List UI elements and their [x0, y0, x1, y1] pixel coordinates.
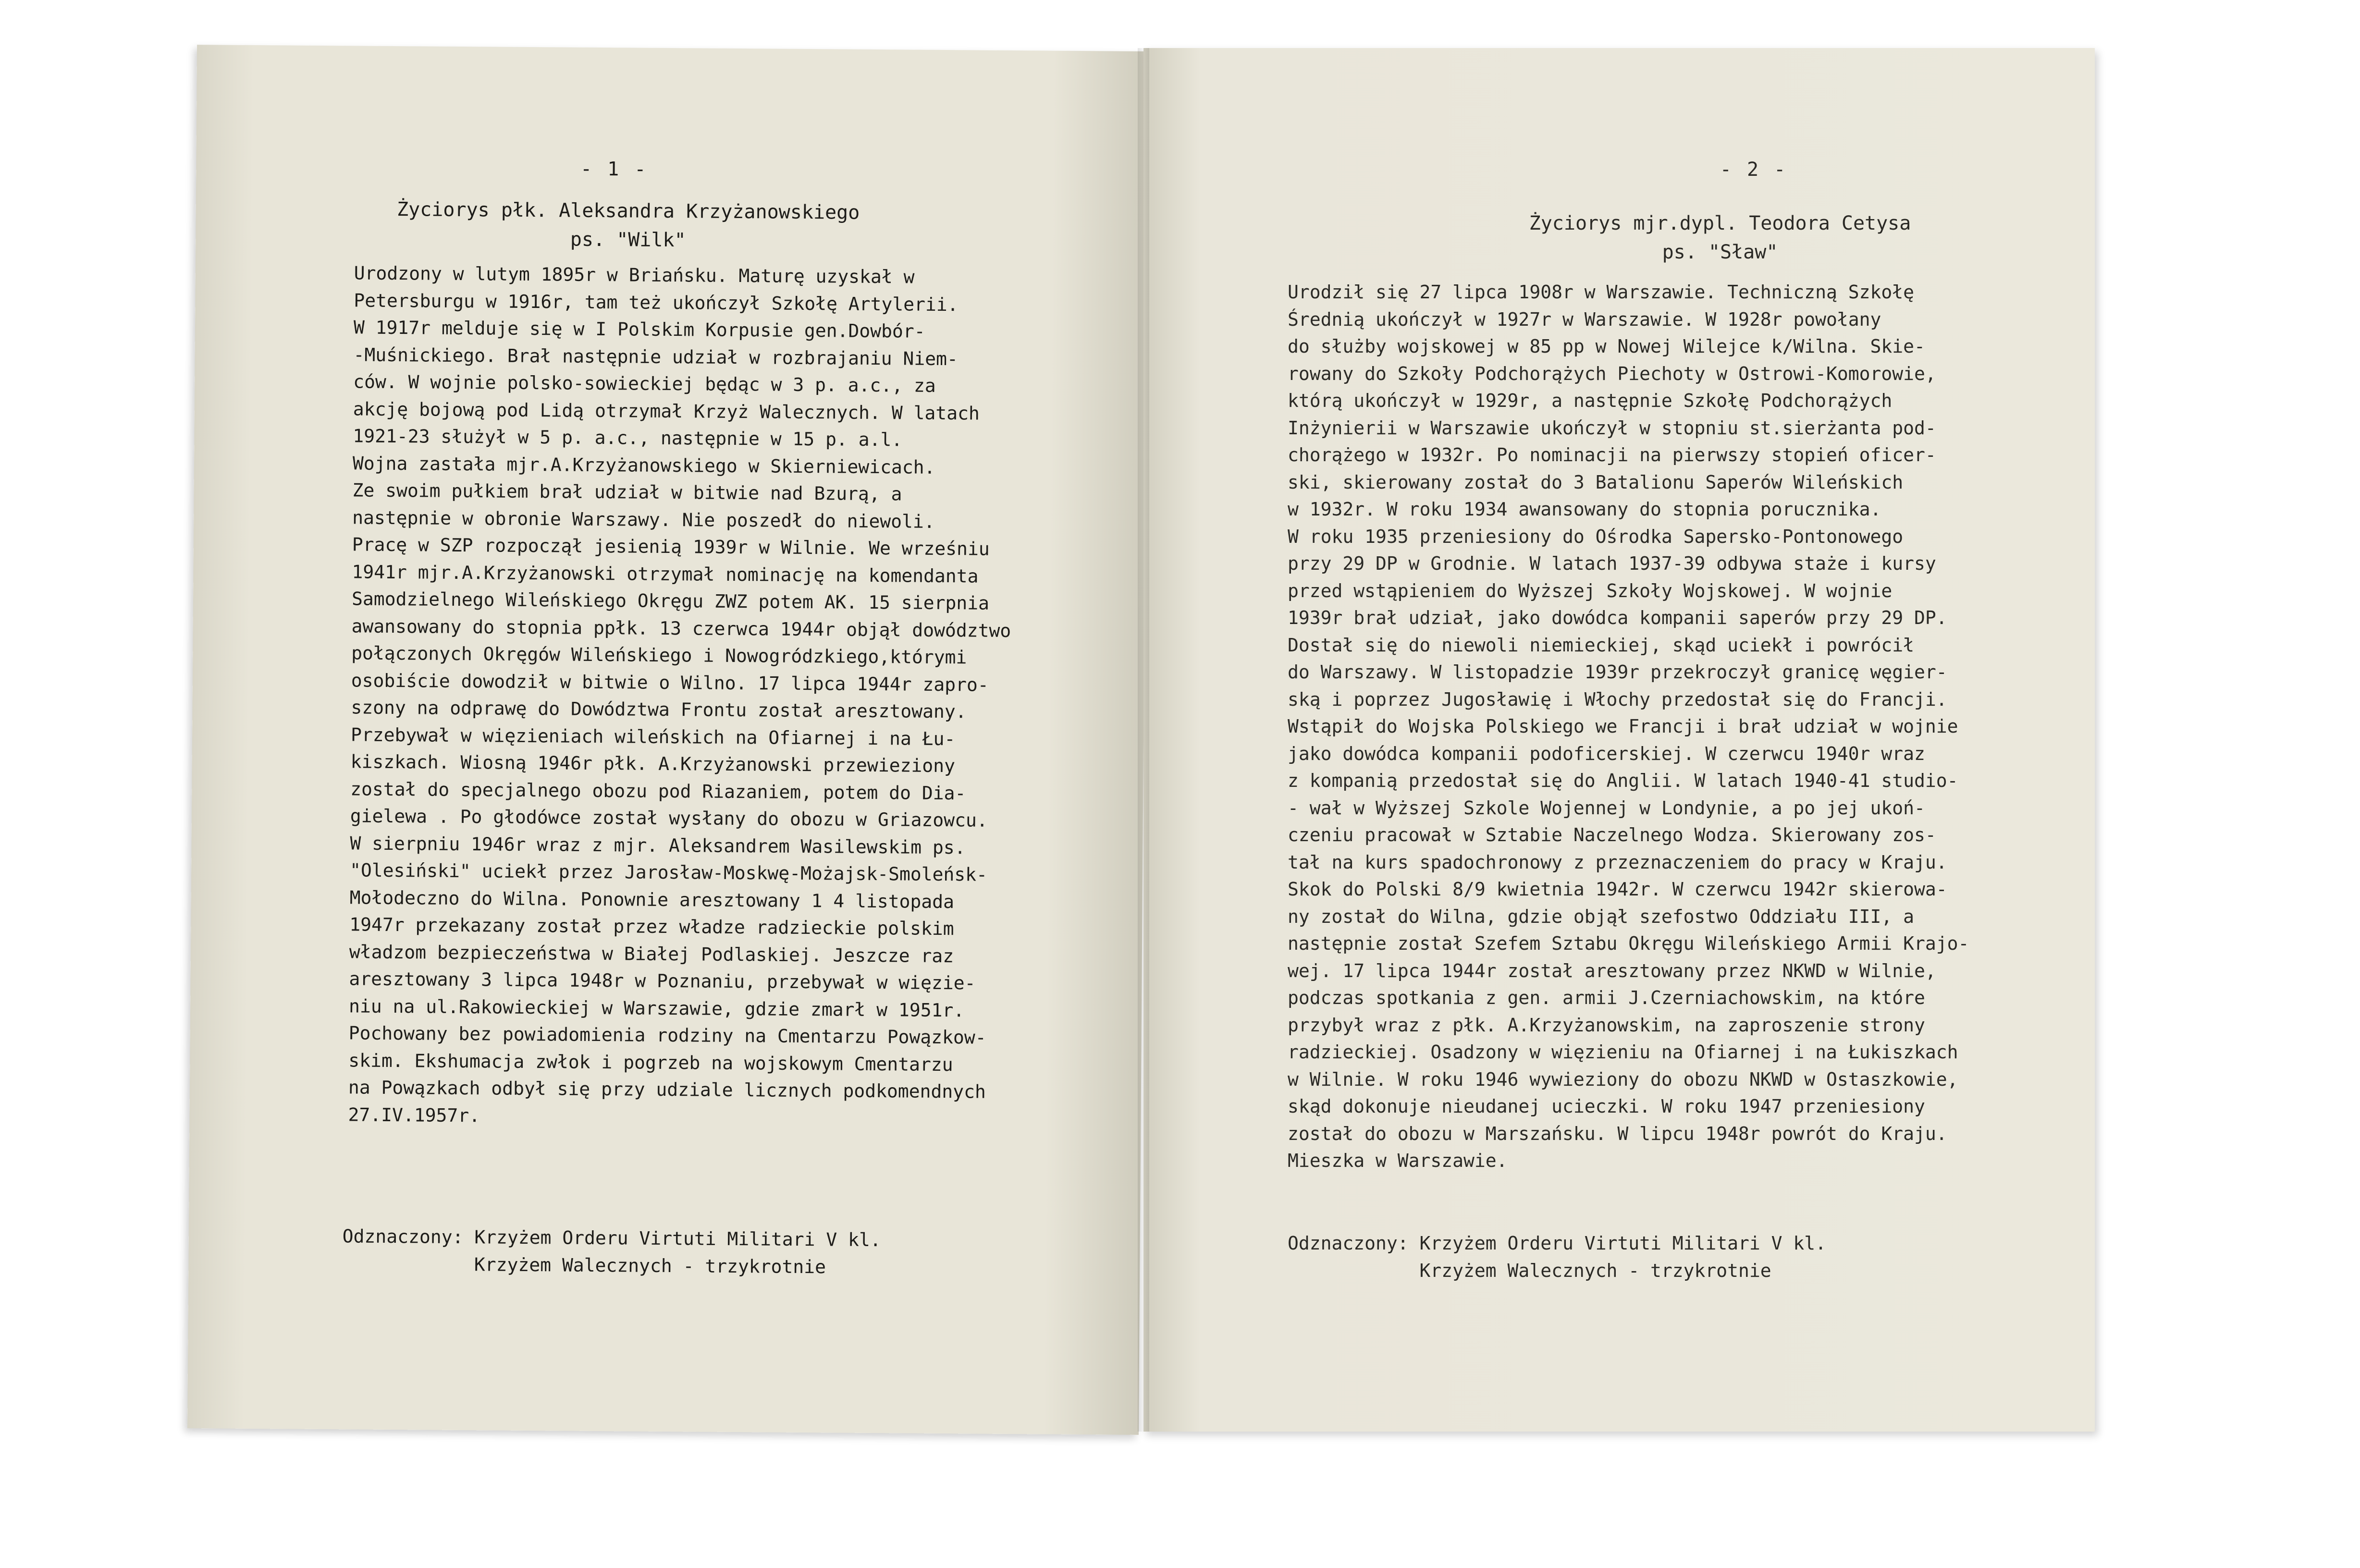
page-number: - 1 - [580, 158, 648, 181]
page-number: - 2 - [1720, 159, 1788, 181]
biography-body: Urodził się 27 lipca 1908r w Warszawie. Techniczną Szkołę Średnią ukończył w 1927r w Warszawie. W 1928r powołany do służby wojskowej w 85 pp w Nowej Wilejce k/Wilna. Skie- rowany do Szkoły Podchorążych Piechoty w Ostrowi-Komorowie, którą ukończył w 1929r, a następnie Szkołę Podchorążych Inżynierii w Warszawie ukończył w stopniu st.sierżanta pod- chorążego w 1932r. Po nominacji na pierwszy stopień oficer- ski, skierowany został do 3 Batalionu Saperów Wileńskich w 1932r. W roku 1934 awansowany do stopnia porucznika. W roku 1935 przeniesiony do Ośrodka Sapersko-Pontonowego przy 29 DP w Grodnie. W latach 1937-39 odbywa staże i kursy przed wstąpieniem do Wyższej Szkoły Wojskowej. W wojnie 1939r brał udział, jako dowódca kompanii saperów przy 29 DP. Dostał się do niewoli niemieckiej, skąd uciekł i powrócił do Warszawy. W listopadzie 1939r przekroczył granicę węgier- ską i poprzez Jugosławię i Włochy przedostał się do Francji. Wstąpił do Wojska Polskiego we Francji i brał udział w wojnie jako dowódca kompanii podoficerskiej. W czerwcu 1940r wraz z kompanią przedostał się do Anglii. W latach 1940-41 studio- - wał w Wyższej Szkole Wojennej w Londynie, a po jej ukoń- czeniu pracował w Sztabie Naczelnego Wodza. Skierowany zos- tał na kurs spadochronowy z przeznaczeniem do pracy w Kraju. Skok do Polski 8/9 kwietnia 1942r. W czerwcu 1942r skierowa- ny został do Wilna, gdzie objął szefostwo Oddziału III, a następnie został Szefem Sztabu Okręgu Wileńskiego Armii Krajo- wej. 17 lipca 1944r został aresztowany przez NKWD w Wilnie, podczas spotkania z gen. armii J.Czerniachowskim, na które przybył wraz z płk. A.Krzyżanowskim, na zaproszenie strony radzieckiej. Osadzony w więzieniu na Ofiarnej i na Łukiszkach w Wilnie. W roku 1946 wywieziony do obozu NKWD w Ostaszkowie, skąd dokonuje nieudanej ucieczki. W roku 1947 przeniesiony został do obozu w Marszańsku. W lipcu 1948r powrót do Kraju. Mieszka w Warszawie. [1288, 282, 1969, 1171]
biography-pseudonym: ps. "Wilk" [570, 228, 686, 252]
open-booklet [192, 48, 2095, 1432]
biography-title: Życiorys płk. Aleksandra Krzyżanowskiego [396, 198, 860, 224]
decorations-note: Odznaczony: Krzyżem Orderu Virtuti Militari V kl. Krzyżem Walecznych - trzykrotnie [1288, 1233, 1827, 1281]
decorations-note: Odznaczony: Krzyżem Orderu Virtuti Militari V kl. Krzyżem Walecznych - trzykrotnie [342, 1225, 881, 1277]
biography-heading [292, 195, 965, 257]
biography-pseudonym: ps. "Sław" [1662, 241, 1778, 263]
page-2 [1143, 48, 2095, 1432]
biography-title: Życiorys mjr.dypl. Teodora Cetysa [1529, 212, 1911, 234]
booklet-spine [1138, 48, 1149, 1432]
biography-body: Urodzony w lutym 1895r w Briańsku. Maturę uzyskał w Petersburgu w 1916r, tam też ukończył Szkołę Artylerii. W 1917r melduje się w I Polskim Korpusie gen.Dowbór- -Muśnickiego. Brał następnie udział w rozbrajaniu Niem- ców. W wojnie polsko-sowieckiej będąc w 3 p. a.c., za akcję bojową pod Lidą otrzymał Krzyż Walecznych. W latach 1921-23 służył w 5 p. a.c., następnie w 15 p. a.l. Wojna zastała mjr.A.Krzyżanowskiego w Skierniewicach. Ze swoim pułkiem brał udział w bitwie nad Bzurą, a następnie w obronie Warszawy. Nie poszedł do niewoli. Pracę w SZP rozpoczął jesienią 1939r w Wilnie. We wrześniu 1941r mjr.A.Krzyżanowski otrzymał nominację na komendanta Samodzielnego Wileńskiego Okręgu ZWZ potem AK. 15 sierpnia awansowany do stopnia ppłk. 13 czerwca 1944r objął dowództwo połączonych Okręgów Wileńskiego i Nowogródzkiego,którymi osobiście dowodził w bitwie o Wilno. 17 lipca 1944r zapro- szony na odprawę do Dowództwa Frontu został aresztowany. Przebywał w więzieniach wileńskich na Ofiarnej i na Łu- kiszkach. Wiosną 1946r płk. A.Krzyżanowski przewieziony został do specjalnego obozu pod Riazaniem, potem do Dia- gielewa . Po głodówce został wysłany do obozu w Griazowcu. W sierpniu 1946r wraz z mjr. Aleksandrem Wasilewskim ps. "Olesiński" uciekł przez Jarosław-Moskwę-Możajsk-Smoleńsk- Mołodeczno do Wilna. Ponownie aresztowany 1 4 listopada 1947r przekazany został przez władze radzieckie polskim władzom bezpieczeństwa w Białej Podlaskiej. Jeszcze raz aresztowany 3 lipca 1948r w Poznaniu, przebywał w więzie- niu na ul.Rakowieckiej w Warszawie, gdzie zmarł w 1951r. Pochowany bez powiadomienia rodziny na Cmentarzu Powązkow- skim. Ekshumacja zwłok i pogrzeb na wojskowym Cmentarzu na Powązkach odbył się przy udziale licznych podkomendnych 27.IV.1957r. [348, 262, 1011, 1126]
biography-heading [1384, 209, 2056, 267]
page-1 [187, 45, 1148, 1435]
